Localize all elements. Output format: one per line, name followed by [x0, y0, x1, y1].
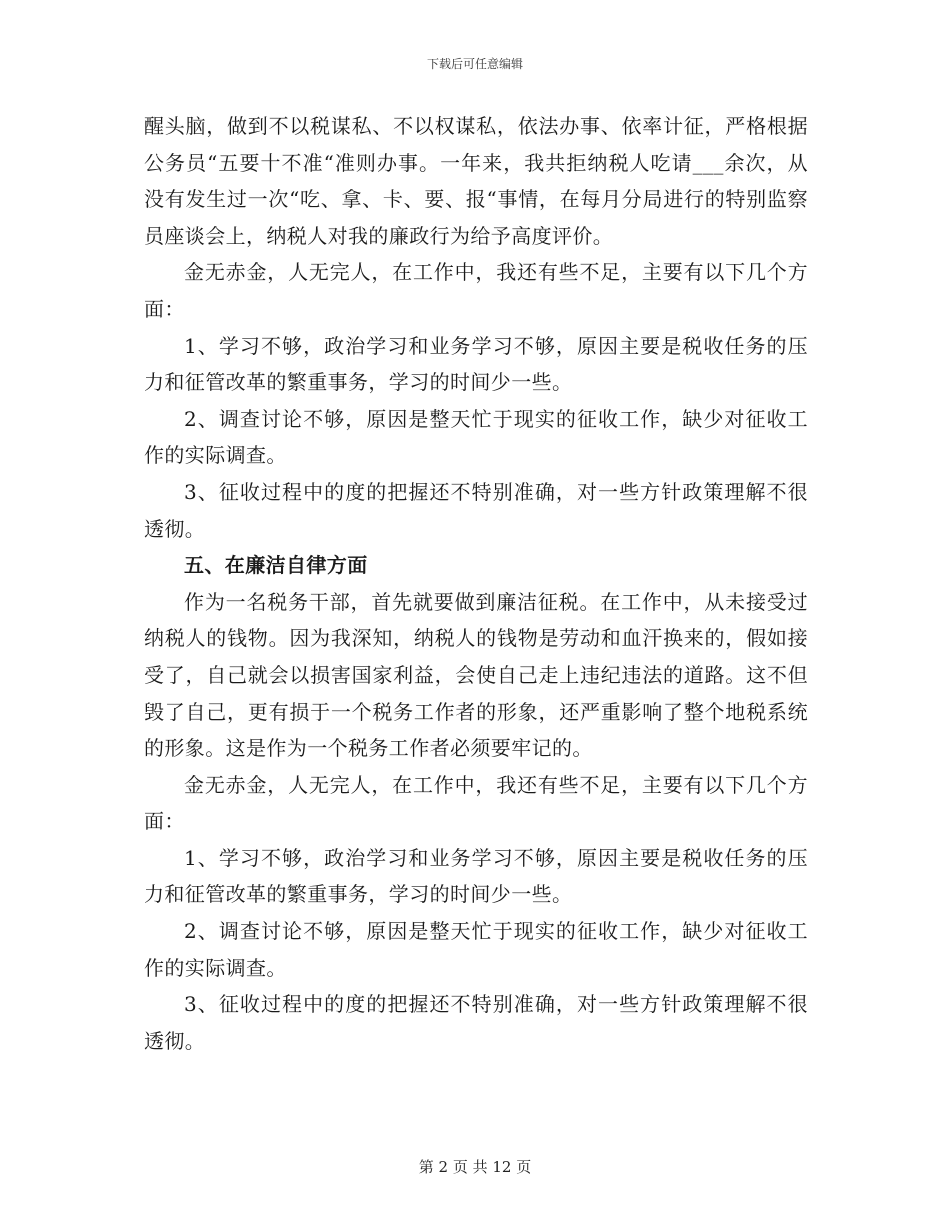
paragraph-shortcoming-3: 3、征收过程中的度的把握还不特别准确，对一些方针政策理解不很透彻。 — [144, 992, 808, 1053]
section-heading: 五、在廉洁自律方面 — [184, 553, 368, 578]
page-header: 下载后可任意编辑 — [426, 57, 523, 71]
paragraph-shortcoming-2: 2、调查讨论不够，原因是整天忙于现实的征收工作，缺少对征收工作的实际调查。 — [144, 406, 808, 468]
document-body — [144, 108, 808, 1059]
paragraph-shortcoming-1: 1、学习不够，政治学习和业务学习不够，原因主要是税收任务的压力和征管改革的繁重事务，学习的时间少一些。 — [144, 845, 808, 907]
paragraph-shortcoming-2: 2、调查讨论不够，原因是整天忙于现实的征收工作，缺少对征收工作的实际调查。 — [144, 919, 808, 980]
paragraph-shortcoming-1: 1、学习不够，政治学习和业务学习不够，原因主要是税收任务的压力和征管改革的繁重事务，学习的时间少一些。 — [144, 333, 808, 395]
paragraph-shortcoming-3: 3、征收过程中的度的把握还不特别准确，对一些方针政策理解不很透彻。 — [144, 479, 808, 541]
paragraph-integrity: 作为一名税务干部，首先就要做到廉洁征税。在工作中，从未接受过纳税人的钱物。因为我深知，纳税人的钱物是劳动和血汗换来的，假如接受了，自己就会以损害国家利益，会使自己走上违纪违法的道路。这不但毁了自己，更有损于一个税务工作者的形象，还严重影响了整个地税系统的形象。这是作为一个税务工作者必须要牢记的。 — [144, 589, 808, 761]
paragraph-shortcomings-intro: 金无赤金，人无完人，在工作中，我还有些不足，主要有以下几个方面： — [144, 260, 808, 321]
page-footer: 第 2 页 共 12 页 — [418, 1158, 532, 1176]
paragraph-continuation: 醒头脑，做到不以税谋私、不以权谋私，依法办事、依率计征，严格根据公务员“五要十不准“准则办事。一年来，我共拒纳税人吃请___余次，从没有发生过一次“吃、拿、卡、要、报“事情，在每月分局进行的特别监察员座谈会上，纳税人对我的廉政行为给予高度评价。 — [144, 114, 808, 248]
paragraph-shortcomings-intro: 金无赤金，人无完人，在工作中，我还有些不足，主要有以下几个方面： — [144, 772, 808, 834]
